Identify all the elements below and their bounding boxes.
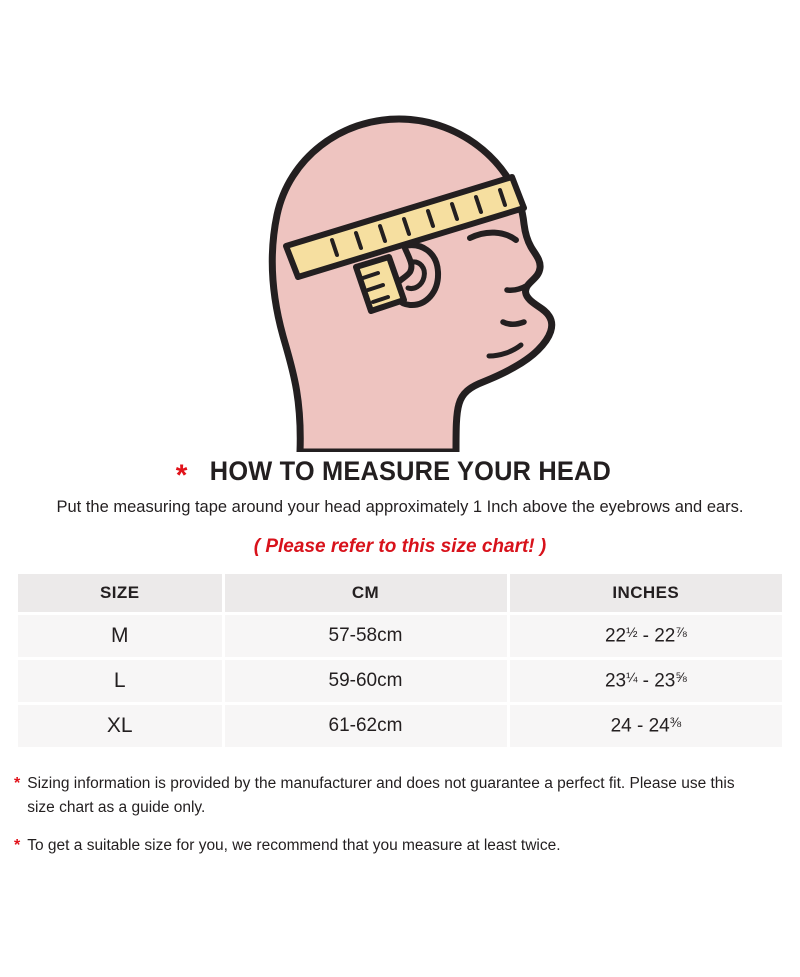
inches-high-whole: 24	[648, 715, 670, 737]
footnote-text: To get a suitable size for you, we recommend that you measure at least twice.	[27, 836, 561, 854]
asterisk-icon: *	[14, 836, 21, 854]
footnote-item	[14, 772, 786, 820]
cell-cm: 57-58cm	[223, 613, 508, 658]
inches-dash: -	[637, 625, 655, 647]
cell-inches	[508, 703, 782, 748]
column-header-cm: CM	[223, 574, 508, 614]
size-chart-table	[18, 574, 782, 750]
inches-high-whole: 23	[654, 670, 676, 692]
page-subtitle: Put the measuring tape around your head approximately 1 Inch above the eyebrows and ears.	[56, 498, 744, 516]
table-header-row	[18, 574, 782, 614]
column-header-size: SIZE	[18, 574, 223, 614]
cell-size: XL	[18, 703, 223, 748]
inches-dash: -	[637, 670, 655, 692]
inches-low-fraction: ¼	[626, 669, 638, 685]
head-silhouette	[272, 119, 551, 452]
inches-high-fraction: ⅝	[675, 669, 687, 685]
cell-cm: 61-62cm	[223, 703, 508, 748]
refer-note: ( Please refer to this size chart! )	[253, 535, 547, 557]
inches-low-whole: 22	[604, 625, 627, 647]
head-measure-illustration	[0, 0, 800, 452]
table-row	[18, 703, 782, 748]
page-title-row	[0, 456, 800, 492]
cell-inches	[508, 658, 782, 703]
inches-high-whole: 22	[654, 625, 676, 647]
column-header-inches: INCHES	[508, 574, 782, 614]
asterisk-icon: *	[175, 458, 188, 492]
cell-cm: 59-60cm	[223, 658, 508, 703]
inches-high-fraction: ⅞	[675, 624, 687, 640]
inches-high-fraction: ⅜	[669, 714, 681, 730]
footnote-item	[14, 834, 786, 858]
footnote-text: Sizing information is provided by the manufacturer and does not guarantee a perfect fit. Please use this size chart as a guide only.	[27, 774, 735, 816]
inches-dash: -	[631, 715, 649, 737]
inches-low-fraction: ½	[626, 624, 638, 640]
cell-inches	[508, 613, 782, 658]
footnotes	[14, 772, 786, 858]
inches-low-whole: 24	[610, 715, 632, 737]
table-row	[18, 658, 782, 703]
cell-size: L	[18, 658, 223, 703]
asterisk-icon: *	[14, 774, 21, 792]
size-chart-table-wrap	[18, 574, 782, 750]
inches-low-whole: 23	[604, 670, 627, 692]
cell-size: M	[18, 613, 223, 658]
table-row	[18, 613, 782, 658]
page-title: HOW TO MEASURE YOUR HEAD	[210, 456, 612, 486]
